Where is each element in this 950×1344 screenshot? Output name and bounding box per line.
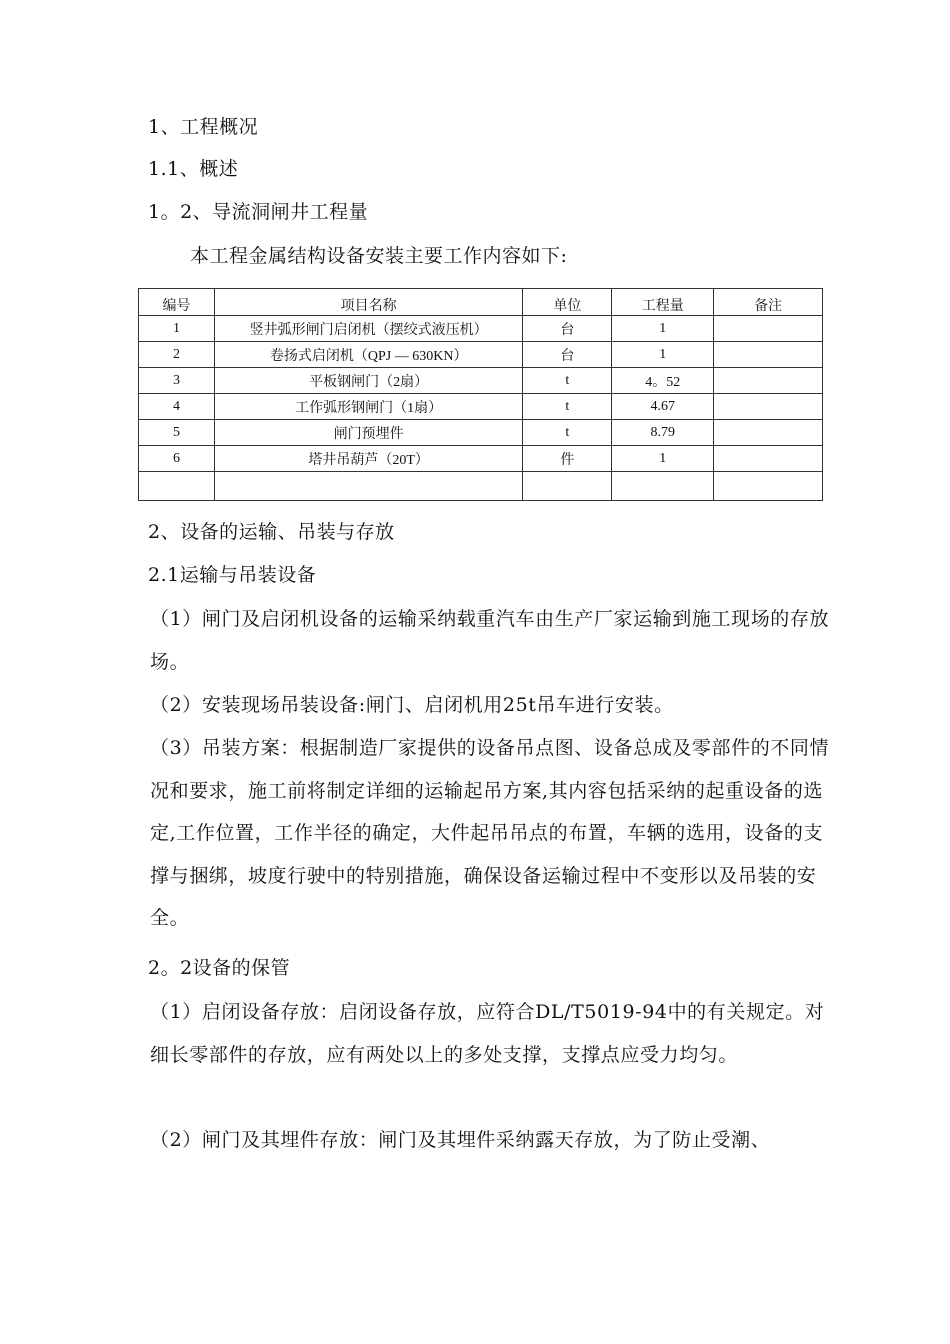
table-row <box>139 316 823 342</box>
cell-remark <box>714 342 823 368</box>
paragraph-hoist-storage: （1）启闭设备存放：启闭设备存放，应符合DL/T5019-94中的有关规定。对细长零部件的存放，应有两处以上的多处支撑，支撑点应受力均匀。 <box>150 1001 825 1066</box>
heading-1-1: 1.1、概述 <box>148 158 239 180</box>
heading-1: 1、工程概况 <box>148 116 259 138</box>
cell-quantity: 1 <box>612 316 714 342</box>
col-header-remark: 备注 <box>714 289 823 316</box>
cell-item: 闸门预埋件 <box>214 420 523 446</box>
cell-number: 6 <box>139 446 215 472</box>
cell-quantity: 8.79 <box>612 420 714 446</box>
cell-remark <box>714 368 823 394</box>
cell-item: 卷扬式启闭机（QPJ — 630KN） <box>214 342 523 368</box>
table-header-row <box>139 289 823 316</box>
cell-quantity: 4.67 <box>612 394 714 420</box>
heading-2-2: 2。2设备的保管 <box>148 957 291 979</box>
cell-unit: t <box>523 420 612 446</box>
table-row <box>139 368 823 394</box>
cell-number: 4 <box>139 394 215 420</box>
cell-item <box>214 472 523 501</box>
cell-unit: 台 <box>523 342 612 368</box>
col-header-unit: 单位 <box>523 289 612 316</box>
cell-item: 竖井弧形闸门启闭机（摆绞式液压机） <box>214 316 523 342</box>
col-header-quantity: 工程量 <box>612 289 714 316</box>
cell-unit: 件 <box>523 446 612 472</box>
cell-item: 塔井吊葫芦（20T） <box>214 446 523 472</box>
table-row <box>139 394 823 420</box>
table-row <box>139 446 823 472</box>
table-row <box>139 342 823 368</box>
cell-remark <box>714 316 823 342</box>
quantity-table <box>138 288 823 501</box>
table-row-empty <box>139 472 823 501</box>
cell-remark <box>714 394 823 420</box>
paragraph-gate-storage: （2）闸门及其埋件存放：闸门及其埋件采纳露天存放，为了防止受潮、 <box>150 1129 771 1151</box>
heading-2-1: 2.1运输与吊装设备 <box>148 564 317 586</box>
cell-unit <box>523 472 612 501</box>
table-intro: 本工程金属结构设备安装主要工作内容如下: <box>190 245 568 267</box>
col-header-number: 编号 <box>139 289 215 316</box>
cell-unit: t <box>523 368 612 394</box>
cell-remark <box>714 446 823 472</box>
table-row <box>139 420 823 446</box>
cell-number: 1 <box>139 316 215 342</box>
col-header-item: 项目名称 <box>214 289 523 316</box>
cell-unit: t <box>523 394 612 420</box>
cell-item: 工作弧形钢闸门（1扇） <box>214 394 523 420</box>
cell-number <box>139 472 215 501</box>
cell-item: 平板钢闸门（2扇） <box>214 368 523 394</box>
cell-unit: 台 <box>523 316 612 342</box>
cell-number: 3 <box>139 368 215 394</box>
heading-2: 2、设备的运输、吊装与存放 <box>148 521 395 543</box>
cell-number: 2 <box>139 342 215 368</box>
cell-quantity <box>612 472 714 501</box>
cell-number: 5 <box>139 420 215 446</box>
cell-quantity: 1 <box>612 342 714 368</box>
cell-quantity: 4。52 <box>612 368 714 394</box>
cell-quantity: 1 <box>612 446 714 472</box>
cell-remark <box>714 420 823 446</box>
cell-remark <box>714 472 823 501</box>
heading-1-2: 1。2、导流洞闸井工程量 <box>148 201 369 223</box>
paragraph-transport: （1）闸门及启闭机设备的运输采纳载重汽车由生产厂家运输到施工现场的存放场。 <box>150 608 830 673</box>
paragraph-lifting-equipment: （2）安装现场吊装设备:闸门、启闭机用25t吊车进行安装。 <box>150 694 674 716</box>
paragraph-lifting-plan: （3）吊装方案：根据制造厂家提供的设备吊点图、设备总成及零部件的不同情况和要求，施工前将制定详细的运输起吊方案,其内容包括采纳的起重设备的选定,工作位置，工作半径的确定，大件起吊吊点的布置，车辆的选用，设备的支撑与捆绑，坡度行驶中的特别措施，确保设备运输过程中不变形以及吊装的安全。 <box>150 737 830 929</box>
